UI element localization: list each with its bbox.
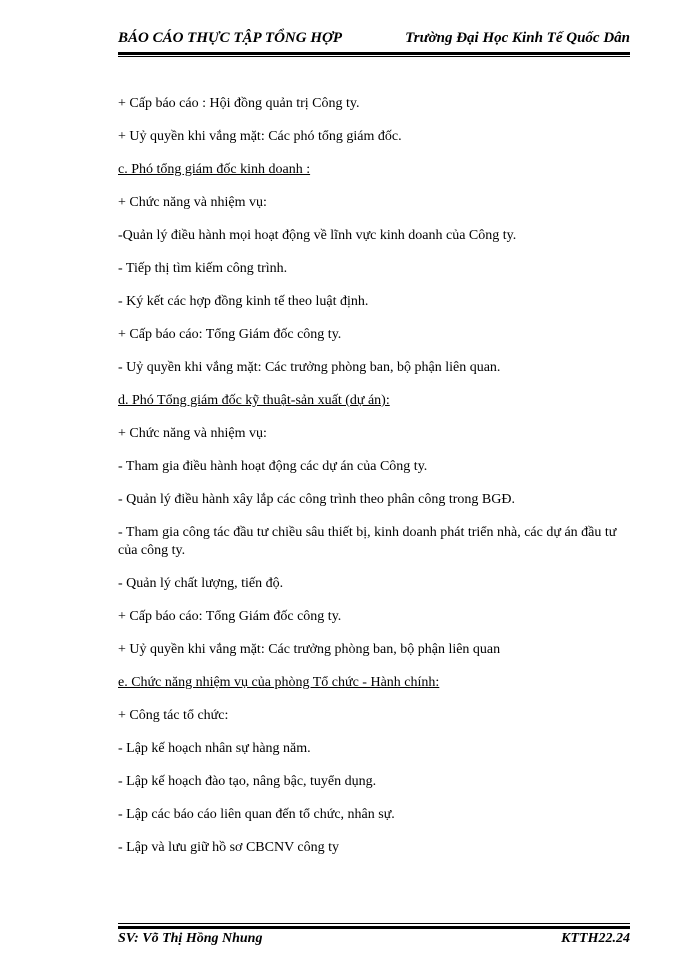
page-header: [118, 30, 630, 54]
paragraph: - Tham gia công tác đầu tư chiều sâu thiết bị, kinh doanh phát triển nhà, các dự án đầu tư của công ty.: [118, 525, 617, 558]
header-university: Trường Đại Học Kinh Tế Quốc Dân: [405, 30, 630, 46]
paragraph: + Chức năng và nhiệm vụ:: [118, 195, 267, 210]
paragraph: - Tham gia điều hành hoạt động các dự án của Công ty.: [118, 459, 428, 474]
footer-rule-thin: [118, 923, 630, 924]
paragraph: -Quản lý điều hành mọi hoạt động về lĩnh vực kinh doanh của Công ty.: [118, 228, 517, 243]
footer-rule: [118, 926, 630, 929]
section-heading: c. Phó tổng giám đốc kinh doanh :: [118, 162, 311, 177]
paragraph: + Chức năng và nhiệm vụ:: [118, 426, 267, 441]
paragraph: - Tiếp thị tìm kiếm công trình.: [118, 261, 288, 276]
paragraph: - Lập các báo cáo liên quan đến tổ chức, nhân sự.: [118, 807, 395, 822]
paragraph: - Uỷ quyền khi vắng mặt: Các trưởng phòng ban, bộ phận liên quan.: [118, 360, 501, 375]
document-body: [118, 95, 628, 872]
section-heading: d. Phó Tổng giám đốc kỹ thuật-sản xuất (dự án):: [118, 393, 390, 408]
paragraph: + Uỷ quyền khi vắng mặt: Các trưởng phòng ban, bộ phận liên quan: [118, 642, 501, 657]
paragraph: + Công tác tổ chức:: [118, 708, 229, 723]
header-rule: [118, 52, 630, 55]
paragraph: + Cấp báo cáo : Hội đồng quản trị Công ty.: [118, 96, 360, 111]
paragraph: - Ký kết các hợp đồng kinh tế theo luật định.: [118, 294, 369, 309]
paragraph: - Lập kế hoạch nhân sự hàng năm.: [118, 741, 311, 756]
footer-class-code: KTTH22.24: [561, 931, 630, 946]
paragraph: - Quản lý điều hành xây lắp các công trình theo phân công trong BGĐ.: [118, 492, 515, 507]
header-rule-thin: [118, 56, 630, 57]
section-heading: e. Chức năng nhiệm vụ của phòng Tổ chức - Hành chính:: [118, 675, 440, 690]
paragraph: - Lập và lưu giữ hồ sơ CBCNV công ty: [118, 840, 340, 855]
paragraph: - Quản lý chất lượng, tiến độ.: [118, 576, 284, 591]
paragraph: + Cấp báo cáo: Tổng Giám đốc công ty.: [118, 327, 342, 342]
page-footer: [118, 931, 630, 953]
header-report-title: BÁO CÁO THỰC TẬP TỔNG HỢP: [118, 30, 342, 46]
paragraph: - Lập kế hoạch đào tạo, nâng bậc, tuyển dụng.: [118, 774, 377, 789]
paragraph: + Cấp báo cáo: Tổng Giám đốc công ty.: [118, 609, 342, 624]
paragraph: + Uỷ quyền khi vắng mặt: Các phó tổng giám đốc.: [118, 129, 402, 144]
footer-student-name: SV: Võ Thị Hồng Nhung: [118, 931, 263, 946]
